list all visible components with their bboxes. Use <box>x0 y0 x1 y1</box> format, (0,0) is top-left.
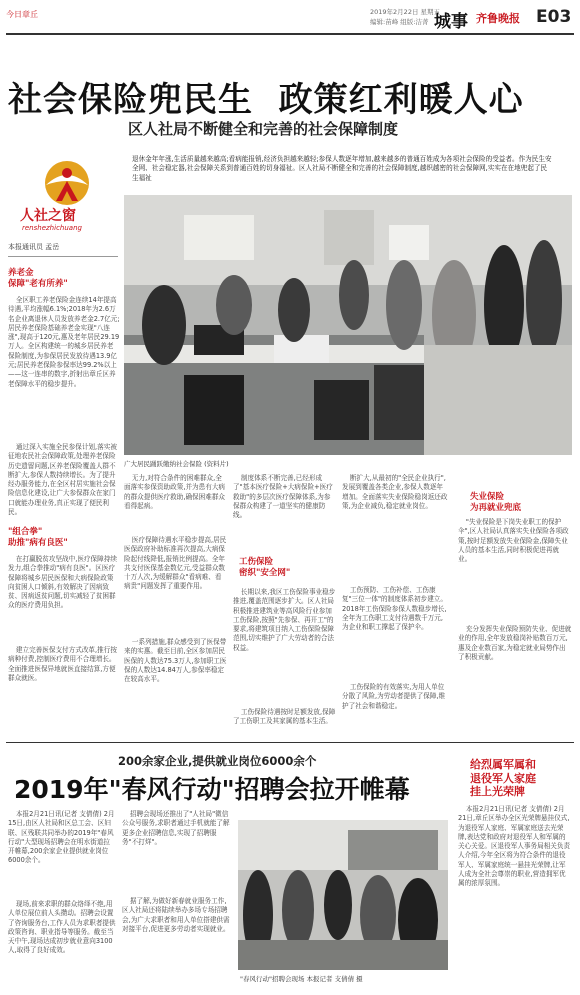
masthead-rule <box>6 33 574 35</box>
corner-label: 今日章丘 <box>6 10 38 19</box>
pension-kicker <box>8 268 68 290</box>
bottom-headline: 2019年"春风行动"招聘会拉开帷幕 <box>14 775 410 804</box>
unemployment-kicker <box>470 492 521 514</box>
lead-standfirst: 退休金年年涨,生活质量越来越高;看病能报销,经济负担越来越轻;参保人数逐年增加,越来越多的普通百姓成为各项社会保险的受益者。作为民生安全网、社会稳定器,社会保障关系到普通百姓的切身福祉。区人社局不断健全和完善的社会保障制度,越织越密的社会保障网,实实在在地兜起了民生福祉 <box>132 155 552 182</box>
col2-text-a: 无力,对符合条件的困难群众,全面落实参保资助政策,并为患有大病的群众提供医疗救助,确保困难群众看得起病。 <box>124 474 226 510</box>
col3-text-b: 长期以来,我区工伤保险事业稳步推进,覆盖范围逐步扩大。区人社局积极推进建筑业等高风险行业参加工伤保险,按照"先参保、再开工"的要求,将建筑项目纳入工伤保险保障范围,切实维护了广大劳动者的合法权益。 <box>233 588 336 652</box>
col4-text-b: 工伤预防、工伤补偿、工伤康复"三位一体"的制度体系初步建立。2018年工伤保险参保人数稳步增长,全年为工伤职工支付待遇数千万元,为企业和职工撑起了保护伞。 <box>342 586 447 632</box>
byline: 本报通讯员 孟岳 <box>8 243 60 251</box>
pension-text-b: 通过深入实施全民参保计划,落实被征地农民社会保障政策,处理养老保险历史遗留问题,区养老保险覆盖人群不断扩大,参保人数持续增长。为了提升经办服务能力,在全区村居实施社会保险信息化建设,让广大参保群众在家门口就能办理业务,真正实现了便民利民。 <box>8 443 117 517</box>
medical-kicker-line2: 助推"病有良医" <box>8 538 68 548</box>
military-headline-line1: 给烈属军属和 <box>470 758 536 771</box>
bottom-text-a: 本报2月21日讯(记者 支倩倩) 2月15日,由区人社局和区总工会、区妇联、区残联共同举办的2019年"春风行动"大型现场招聘会在明水街道拉开帷幕,200余家企业提供就业岗位6000余个。 <box>8 810 115 865</box>
pension-text-a: 全区职工养老保险金连续14年提高待遇,平均涨幅6.1%;2018年为2.6万名企业离退休人员发放养老金2.7亿元;居民养老保险基础养老金实现"八连涨",现高于120元,惠及老年居民29.19万人。全区构建统一的城乡居民养老保险制度,为参保居民发放待遇13.9亿元;居民养老保险参保率达99.2%以上——这一连串的数字,折射出章丘区养老保障水平的稳步提升。 <box>8 296 120 388</box>
logo-pinyin: renshezhichuang <box>22 224 82 232</box>
byline-rule <box>8 256 118 257</box>
lead-photo <box>124 195 572 455</box>
lead-headline: 社会保险兜民生 政策红利暖人心 <box>8 80 524 120</box>
logo-title: 人社之窗 <box>20 208 76 224</box>
job-fair-photo <box>238 820 448 970</box>
col5-text-b: 充分发挥失业保险预防失业、促进就业的作用,全年发放稳岗补贴数百万元,惠及企业数百家,为稳定就业局势作出了积极贡献。 <box>458 625 572 661</box>
military-headline-line2: 退役军人家庭 <box>470 771 536 785</box>
pension-kicker-line2: 保障"老有所养" <box>8 279 68 289</box>
editor-credits: 编辑:苗峰 组版:洁菁 <box>370 18 429 26</box>
injury-kicker-line2: 密织"安全网" <box>239 568 291 578</box>
injury-kicker <box>239 557 290 579</box>
lead-photo-caption: 广大居民踊跃缴纳社会保险 (资料片) <box>124 460 229 468</box>
injury-kicker-line1: 工伤保险 <box>239 557 274 567</box>
military-headline <box>470 758 536 799</box>
pension-kicker-line1: 养老金 <box>8 268 34 278</box>
col5-text-a: "失业保险是下岗失业职工的保护伞",区人社局认真落实失业保险各项政策,按时足额发放失业保险金,保障失业人员的基本生活,同时积极促进再就业。 <box>458 518 569 564</box>
renshe-emblem-icon <box>32 155 102 210</box>
medical-kicker <box>8 527 68 549</box>
bottom-text-d: 据了解,为做好新春就业服务工作,区人社局还将陆续举办多场专场招聘会,为广大求职者和用人单位搭建供需对接平台,促进更多劳动者实现就业。 <box>122 897 230 933</box>
col4-text-a: 断扩大,从最初的"全民企业执行",发展到覆盖各类企业,参保人数逐年增加。全面落实失业保险稳岗返还政策,为企业减负,稳定就业岗位。 <box>342 474 448 510</box>
bottom-subhead: 200余家企业,提供就业岗位6000余个 <box>118 754 317 768</box>
medical-text-b: 建立完善医保支付方式改革,推行按病种付费,控制医疗费用不合理增长。全面推进医保异地就医直接结算,方便群众就医。 <box>8 646 117 682</box>
issue-date: 2019年2月22日 星期五 <box>370 8 441 16</box>
medical-kicker-line1: "组合拳" <box>8 527 43 537</box>
col2-text-b: 医疗保障待遇水平稳步提高,居民医保政府补助标准再次提高,大病保险起付线降低,报销比例提高。全年共支付医保基金数亿元,受益群众数十万人次,为缓解群众"看病难、看病贵"问题发挥了重要作用。 <box>124 536 227 591</box>
military-text: 本报2月21日讯(记者 支倩倩) 2月21日,章丘区举办全区光荣牌悬挂仪式,为退役军人家庭、军属家庭送去光荣牌,表达党和政府对退役军人和军属的关心关爱。区退役军人事务局相关负责人介绍,今年全区将为符合条件的退役军人、军属家庭统一悬挂光荣牌,让军人成为全社会尊崇的职业,营造拥军优属的浓厚氛围。 <box>458 805 571 888</box>
col2-text-c: 一系列措施,群众感受到了医保带来的实惠。截至目前,全区参加居民医保的人数达75.3万人,参加职工医保的人数达14.84万人,参保率稳定在较高水平。 <box>124 638 227 684</box>
service-hall-photo <box>124 195 572 455</box>
military-headline-line3: 挂上光荣牌 <box>470 785 525 798</box>
col3-text-c: 工伤保险待遇按时足额发放,保障了工伤职工及其家属的基本生活。 <box>233 708 336 726</box>
medical-text-a: 在打赢脱贫攻坚战中,医疗保障持续发力,组合拳推动"病有良医"。区医疗保障将城乡居民医保和大病保险政策向贫困人口倾斜,有效解决了因病致贫、因病返贫问题,切实减轻了贫困群众的医疗费用负担。 <box>8 555 117 610</box>
job-fair-scene <box>238 820 448 970</box>
unemployment-kicker-line2: 为再就业兜底 <box>470 503 522 513</box>
bottom-text-b: 现场,前来求职的群众络绎不绝,用人单位展位前人头攒动。招聘会设置了咨询服务台,工作人员为求职者提供政策咨询、职业指导等服务。截至当天中午,现场达成初步就业意向3100人,取得了良好成效。 <box>8 900 116 955</box>
mid-rule <box>6 742 574 743</box>
newspaper-logo: 齐鲁晚报 <box>476 12 520 25</box>
section-name: 城事 <box>434 12 468 32</box>
col3-text-a: 制度体系不断完善,已经形成了"基本医疗保险+大病保险+医疗救助"的多层次医疗保障体系,为参保群众构建了一道坚实的健康防线。 <box>233 474 333 520</box>
col4-text-c: 工伤保险的有效落实,为用人单位分散了风险,为劳动者提供了保障,维护了社会和谐稳定。 <box>342 683 446 710</box>
bottom-text-c: 招聘会现场还推出了"人社局"微信公众号服务,求职者通过手机就能了解更多企业招聘信息,实现了招聘服务"不打烊"。 <box>122 810 230 846</box>
job-fair-caption: "春风行动"招聘会现场 本报记者 支倩倩 摄 <box>240 975 363 983</box>
lead-subhead: 区人社局不断健全和完善的社会保障制度 <box>128 120 399 138</box>
page-number: E03 <box>536 7 572 27</box>
unemployment-kicker-line1: 失业保险 <box>470 492 505 502</box>
